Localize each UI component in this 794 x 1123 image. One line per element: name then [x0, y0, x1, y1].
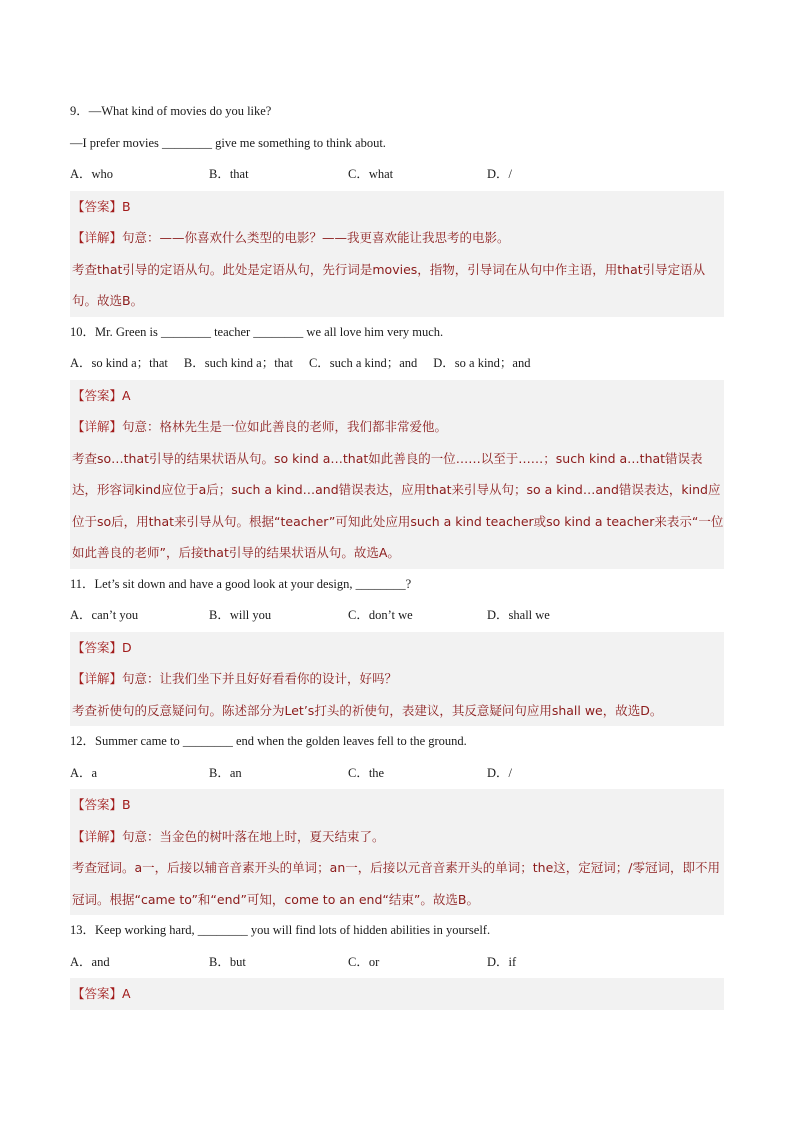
question-12-solution	[70, 789, 724, 915]
detail-line	[72, 222, 724, 254]
option-a: A．who	[70, 167, 114, 181]
answer-value: A	[122, 387, 131, 403]
detail-tag: 【详解】	[72, 828, 123, 844]
question-9-stem: 9．—What kind of movies do you like?	[70, 104, 272, 118]
answer-line	[72, 978, 724, 1010]
option-d: D．/	[487, 765, 513, 780]
answer-value: D	[122, 639, 132, 655]
answer-tag: 【答案】	[72, 986, 123, 1001]
option-a: A．a	[70, 765, 98, 780]
detail-translation: 句意：让我们坐下并且好好看看你的设计，好吗？	[122, 671, 398, 686]
answer-value: A	[122, 986, 131, 1001]
answer-line	[72, 632, 724, 664]
question-12-options	[70, 758, 724, 790]
option-d: D．if	[487, 954, 517, 969]
option-c: C．such a kind；and	[308, 356, 418, 370]
option-a: A．so kind a；that	[70, 356, 168, 370]
option-c: C．or	[348, 954, 380, 969]
detail-explanation: 考查祈使句的反意疑问句。陈述部分为Let’s打头的祈使句，表建议，其反意疑问句应用shall we，故选D。	[72, 702, 663, 718]
answer-tag: 【答案】	[72, 797, 123, 812]
option-b: B．that	[209, 167, 249, 181]
question-10-stem: 10．Mr. Green is ________ teacher ________ we all love him very much.	[70, 324, 444, 339]
question-10-options	[70, 348, 724, 380]
option-b: B．will you	[209, 608, 272, 622]
answer-line	[72, 789, 724, 821]
question-list	[70, 96, 724, 1010]
detail-line	[72, 663, 724, 695]
option-d: D．/	[487, 167, 513, 181]
answer-line	[72, 191, 724, 223]
option-a: A．and	[70, 954, 110, 969]
detail-explanation: 考查that引导的定语从句。此处是定语从句，先行词是movies，指物，引导词在从句中作主语，用that引导定语从句。故选B。	[72, 261, 706, 308]
option-d: D．so a kind；and	[433, 356, 531, 370]
question-9-reply: —I prefer movies ________ give me something to think about.	[70, 135, 386, 150]
detail-explanation: 考查so…that引导的结果状语从句。so kind a…that如此善良的一位……以至于……；such kind a…that错误表达，形容词kind应位于a后；such a kind…and错误表达，应用that来引导从句；so a kind…and错误表达，kind应位于so后，用that来引导从句。根据“teacher”可知此处应用such a kind teacher或so kind a teacher来表示“一位如此善良的老师”，后接that引导的结果状语从句。故选A。	[72, 450, 724, 560]
question-11-options	[70, 600, 724, 632]
detail-tag: 【详解】	[72, 230, 123, 245]
detail-translation: 句意：格林先生是一位如此善良的老师，我们都非常爱他。	[122, 419, 448, 434]
answer-tag: 【答案】	[72, 198, 123, 214]
detail-translation: 句意：——你喜欢什么类型的电影？——我更喜欢能让我思考的电影。	[122, 230, 510, 245]
question-13-options	[70, 947, 724, 979]
answer-value: B	[122, 797, 131, 812]
detail-tag: 【详解】	[72, 671, 123, 686]
option-a: A．can’t you	[70, 608, 139, 622]
question-13-stem: 13．Keep working hard, ________ you will find lots of hidden abilities in yourself.	[70, 923, 491, 937]
question-13-solution	[70, 978, 724, 1010]
question-9-options	[70, 159, 724, 191]
option-c: C．what	[348, 167, 394, 181]
option-d: D．shall we	[487, 608, 550, 622]
question-9-solution	[70, 191, 724, 317]
option-b: B．such kind a；that	[183, 356, 293, 370]
option-b: B．an	[209, 765, 242, 780]
question-11-stem: 11．Let’s sit down and have a good look at your design, ________?	[70, 576, 412, 591]
option-c: C．the	[348, 765, 385, 780]
answer-line	[72, 380, 724, 412]
detail-line	[72, 821, 724, 853]
option-c: C．don’t we	[348, 608, 413, 622]
detail-translation: 句意：当金色的树叶落在地上时，夏天结束了。	[122, 828, 385, 844]
detail-line	[72, 411, 724, 443]
question-11-solution	[70, 632, 724, 727]
detail-tag: 【详解】	[72, 419, 123, 434]
answer-tag: 【答案】	[72, 387, 123, 403]
answer-value: B	[122, 198, 131, 214]
question-12-stem: 12．Summer came to ________ end when the golden leaves fell to the ground.	[70, 734, 467, 748]
question-10-solution	[70, 380, 724, 569]
option-b: B．but	[209, 954, 246, 969]
detail-explanation: 考查冠词。a一，后接以辅音音素开头的单词；an一，后接以元音音素开头的单词；the这，定冠词；/零冠词，即不用冠词。根据“came to”和“end”可知，come to an end“结束”。故选B。	[72, 860, 720, 907]
answer-tag: 【答案】	[72, 639, 123, 655]
